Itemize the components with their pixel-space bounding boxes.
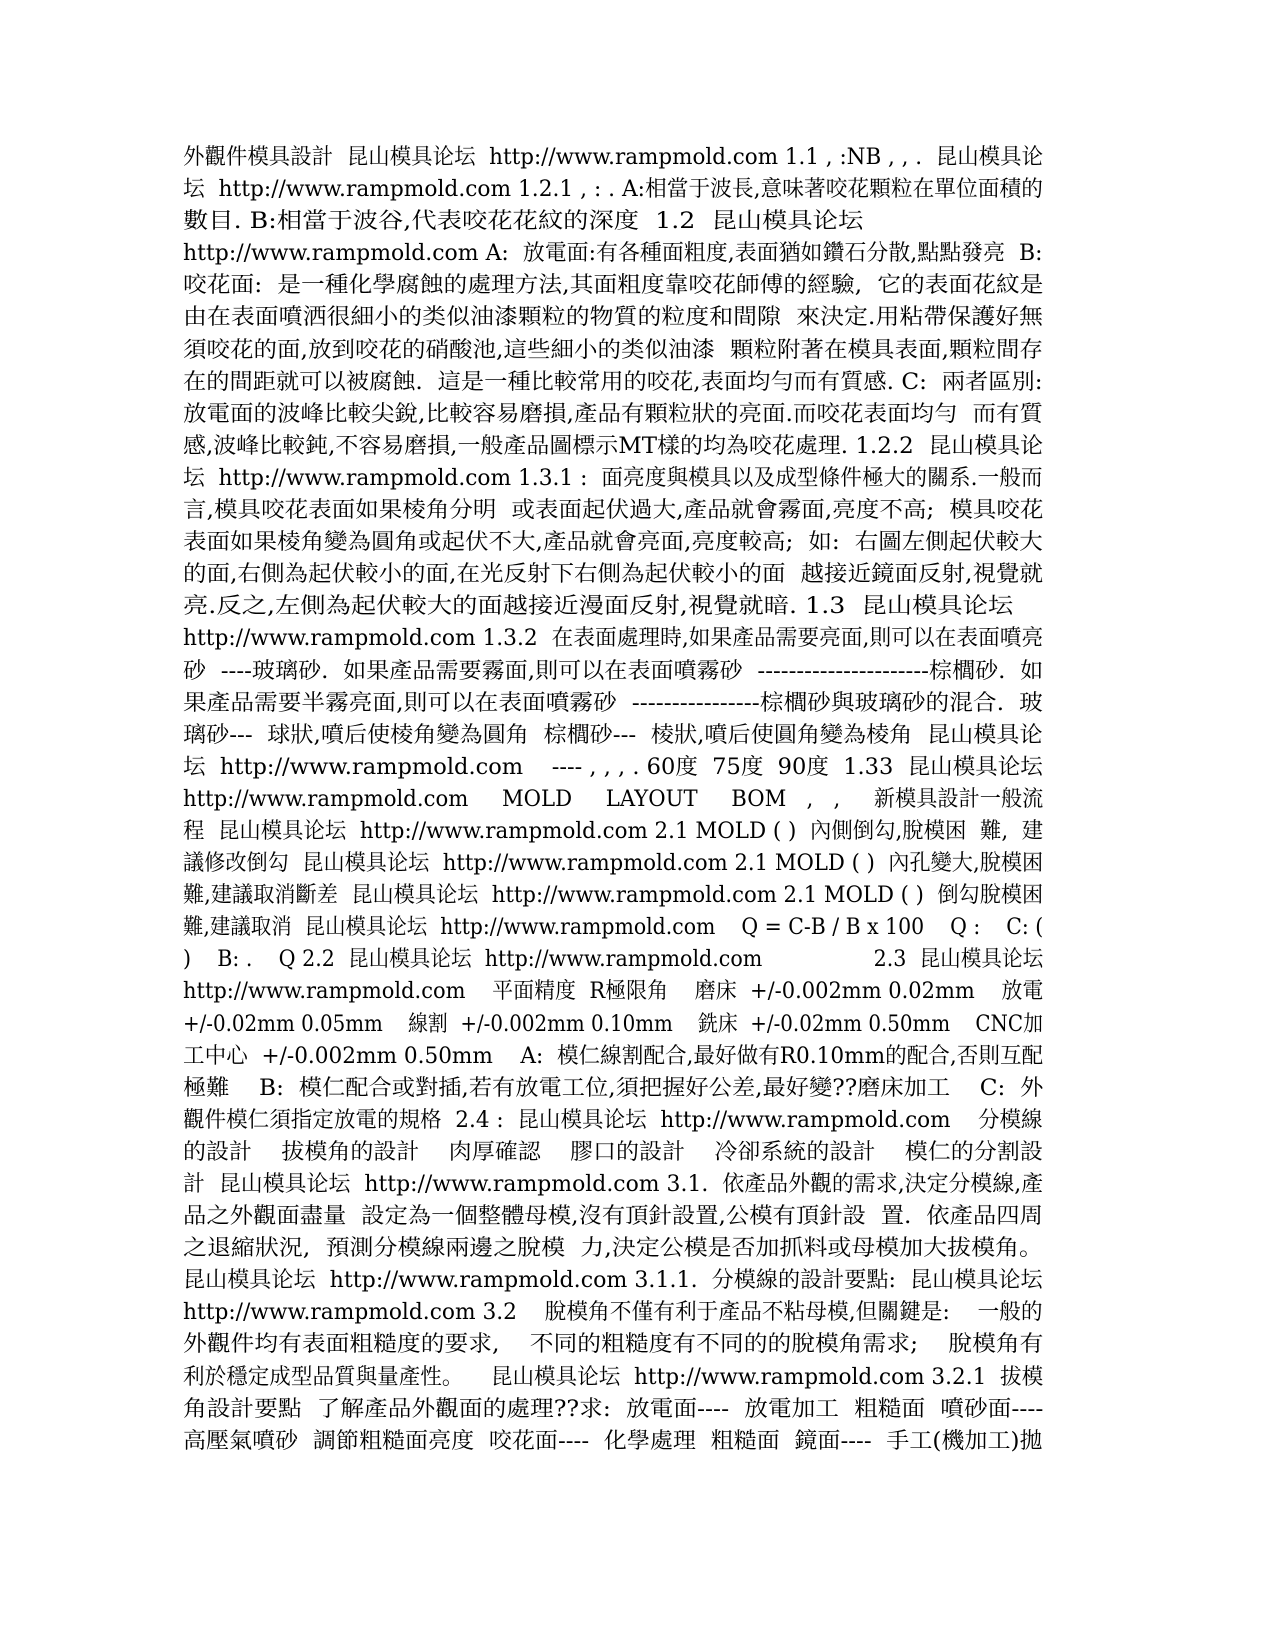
text-line: 言,模具咬花表面如果棱角分明 或表面起伏過大,產品就會霧面,亮度不高; 模具咬花 xyxy=(183,498,1044,524)
text-line: 外觀件均有表面粗糙度的要求, 不同的粗糙度有不同的的脫模角需求; 脫模角有 xyxy=(183,1332,1043,1358)
text-line: 須咬花的面,放到咬花的硝酸池,這些細小的类似油漆 顆粒附著在模具表面,顆粒間存 xyxy=(183,337,1043,363)
text-line: 難,建議取消 昆山模具论坛 http://www.rampmold.com Q = C-B / B x 100 Q : C: ( xyxy=(183,915,1043,941)
text-line: 放電面的波峰比較尖銳,比較容易磨損,產品有顆粒狀的亮面.而咬花表面均勻 而有質 xyxy=(183,401,1043,427)
text-line: 在的間距就可以被腐蝕. 這是一種比較常用的咬花,表面均勻而有質感. C: 兩者區別: xyxy=(183,369,1043,395)
text-line: 外觀件模具設計 昆山模具论坛 http://www.rampmold.com 1.1 , :NB , , . 昆山模具论 xyxy=(183,145,1044,170)
text-line: 表面如果棱角變為圓角或起伏不大,產品就會亮面,亮度較高; 如: 右圖左側起伏較大 xyxy=(183,530,1043,556)
text-line: 亮.反之,左側為起伏較大的面越接近漫面反射,視覺就暗. 1.3 昆山模具论坛 xyxy=(183,594,1014,620)
body-text xyxy=(183,142,1083,1458)
text-line: 品之外觀面盡量 設定為一個整體母模,沒有頂針設置,公模有頂針設 置. 依產品四周 xyxy=(183,1204,1043,1230)
text-line: 數目. B:相當于波谷,代表咬花花紋的深度 1.2 昆山模具论坛 xyxy=(183,209,864,235)
text-line: http://www.rampmold.com 平面精度 R極限角 磨床 +/-0.002mm 0.02mm 放電 xyxy=(183,979,1043,1005)
text-line: 由在表面噴洒很細小的类似油漆顆粒的物質的粒度和間隙 來決定.用粘帶保護好無 xyxy=(183,305,1043,331)
text-line: 程 昆山模具论坛 http://www.rampmold.com 2.1 MOLD ( ) 內側倒勾,脫模困 難, 建 xyxy=(183,818,1044,844)
text-line: 璃砂--- 球狀,噴后使棱角變為圓角 棕櫚砂--- 棱狀,噴后使圓角變為棱角 昆山模具论 xyxy=(183,722,1043,748)
text-line: http://www.rampmold.com A: 放電面:有各種面粗度,表面猶如鑽石分散,點點發亮 B: xyxy=(183,241,1043,267)
text-line: http://www.rampmold.com 1.3.2 在表面處理時,如果產品需要亮面,則可以在表面噴亮 xyxy=(183,626,1044,652)
text-line: 利於穩定成型品質與量產性。 昆山模具论坛 http://www.rampmold.com 3.2.1 拔模 xyxy=(183,1364,1043,1390)
text-line: 咬花面: 是一種化學腐蝕的處理方法,其面粗度靠咬花師傅的經驗, 它的表面花紋是 xyxy=(183,273,1043,299)
text-line: 角設計要點 了解產品外觀面的處理??求: 放電面---- 放電加工 粗糙面 噴砂面---- xyxy=(183,1396,1044,1422)
text-line: 觀件模仁須指定放電的規格 2.4 : 昆山模具论坛 http://www.rampmold.com 分模線 xyxy=(183,1107,1043,1133)
text-line: 果產品需要半霧亮面,則可以在表面噴霧砂 ----------------棕櫚砂與玻璃砂的混合. 玻 xyxy=(183,690,1043,716)
text-line: 的設計 拔模角的設計 肉厚確認 膠口的設計 冷卻系統的設計 模仁的分割設 xyxy=(183,1139,1043,1165)
text-line: ) B: . Q 2.2 昆山模具论坛 http://www.rampmold.com 2.3 昆山模具论坛 xyxy=(183,947,1043,973)
text-line: 感,波峰比較鈍,不容易磨損,一般產品圖標示MT樣的均為咬花處理. 1.2.2 昆山模具论 xyxy=(183,433,1044,459)
text-line: +/-0.02mm 0.05mm 線割 +/-0.002mm 0.10mm 銑床 +/-0.02mm 0.50mm CNC加 xyxy=(183,1011,1043,1037)
text-line: 計 昆山模具论坛 http://www.rampmold.com 3.1. 依產品外觀的需求,決定分模線,產 xyxy=(183,1172,1043,1197)
text-line: 難,建議取消斷差 昆山模具论坛 http://www.rampmold.com 2.1 MOLD ( ) 倒勾脫模困 xyxy=(183,883,1044,909)
text-line: 的面,右側為起伏較小的面,在光反射下右側為起伏較小的面 越接近鏡面反射,視覺就 xyxy=(183,562,1043,588)
text-line: 坛 http://www.rampmold.com 1.3.1 : 面亮度與模具以及成型條件極大的關系.一般而 xyxy=(183,465,1043,491)
text-line: 坛 http://www.rampmold.com 1.2.1 , : . A:相當于波長,意味著咬花顆粒在單位面積的 xyxy=(183,177,1043,203)
text-line: 極難 B: 模仁配合或對插,若有放電工位,須把握好公差,最好變??磨床加工 C: 外 xyxy=(183,1075,1043,1101)
text-line: http://www.rampmold.com 3.2 脫模角不僅有利于產品不粘母模,但關鍵是: 一般的 xyxy=(183,1300,1043,1326)
text-line: http://www.rampmold.com MOLD LAYOUT BOM , , 新模具設計一般流 xyxy=(183,786,1043,812)
text-line: 昆山模具论坛 http://www.rampmold.com 3.1.1. 分模線的設計要點: 昆山模具论坛 xyxy=(183,1268,1043,1294)
text-line: 坛 http://www.rampmold.com ---- , , , . 60度 75度 90度 1.33 昆山模具论坛 xyxy=(183,754,1043,780)
text-line: 工中心 +/-0.002mm 0.50mm A: 模仁線割配合,最好做有R0.10mm的配合,否則互配 xyxy=(183,1043,1043,1069)
text-line: 議修改倒勾 昆山模具论坛 http://www.rampmold.com 2.1 MOLD ( ) 內孔變大,脫模困 xyxy=(183,851,1044,877)
text-line: 之退縮狀況, 預測分模線兩邊之脫模 力,決定公模是否加抓料或母模加大拔模角。 xyxy=(183,1236,1043,1262)
text-line: 高壓氣噴砂 調節粗糙面亮度 咬花面---- 化學處理 粗糙面 鏡面---- 手工(機加工)拋 xyxy=(183,1428,1043,1454)
text-line: 砂 ----玻璃砂. 如果產品需要霧面,則可以在表面噴霧砂 ----------------------棕櫚砂. 如 xyxy=(183,658,1044,684)
